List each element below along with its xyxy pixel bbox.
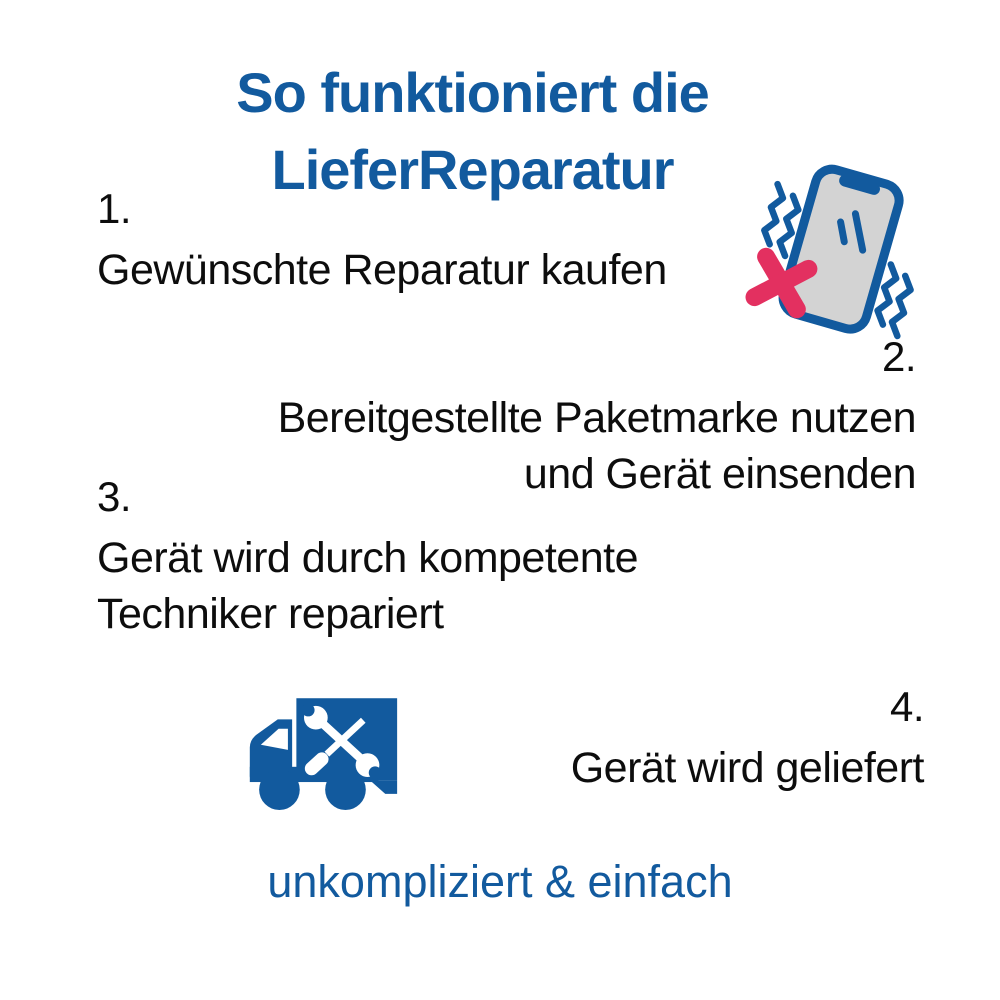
broken-phone-icon — [745, 158, 935, 348]
step-3 — [97, 472, 638, 642]
step-2-text-line-1: Bereitgestellte Paketmarke nutzen — [277, 394, 916, 442]
step-3-text-line-2: Techniker repariert — [97, 590, 444, 638]
truck-wheel-rear — [325, 769, 366, 810]
page-title-line-2: LieferReparatur — [271, 138, 674, 201]
step-4-number: 4. — [889, 683, 924, 730]
page-title-line-1: So funktioniert die — [236, 61, 709, 124]
step-3-text-line-1: Gerät wird durch kompetente — [97, 534, 638, 582]
step-1-text: Gewünschte Reparatur kaufen — [97, 246, 667, 294]
step-1-number: 1. — [97, 185, 132, 232]
step-2-number: 2. — [881, 333, 916, 380]
step-4 — [571, 682, 924, 796]
step-3-number: 3. — [97, 473, 132, 520]
footer-tagline: unkompliziert & einfach — [267, 856, 733, 907]
step-2-text-line-2: und Gerät einsenden — [523, 450, 916, 498]
step-4-text: Gerät wird geliefert — [570, 744, 924, 792]
step-1 — [97, 184, 667, 298]
truck-tail-step — [370, 780, 397, 794]
truck-wheel-front — [259, 769, 300, 810]
delivery-truck-icon — [226, 694, 404, 821]
